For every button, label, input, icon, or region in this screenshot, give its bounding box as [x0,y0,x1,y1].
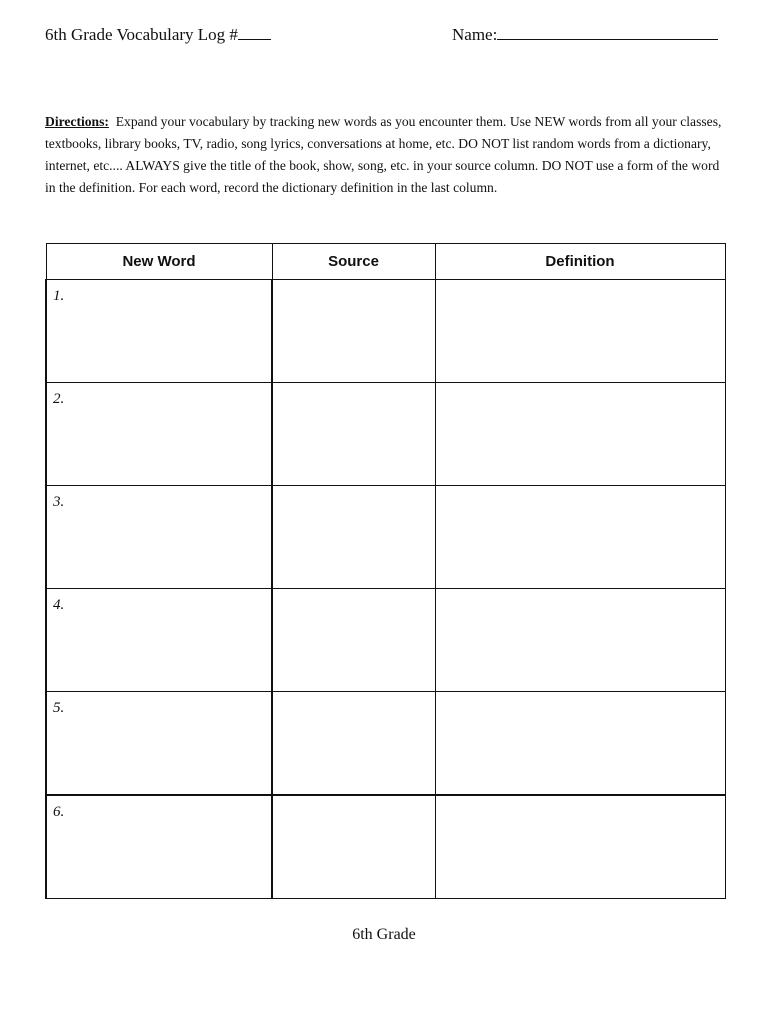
column-header-new-word: New Word [46,244,272,280]
name-blank[interactable] [497,24,718,40]
word-cell[interactable] [46,486,272,589]
source-cell[interactable] [272,589,435,692]
column-header-source: Source [272,244,435,280]
source-cell[interactable] [272,383,435,486]
table-row [46,795,725,899]
word-cell[interactable] [46,280,272,383]
vocabulary-table [45,243,726,899]
definition-cell[interactable] [435,383,725,486]
definition-cell[interactable] [435,589,725,692]
directions-text: Expand your vocabulary by tracking new words as you encounter them. Use NEW words from all your classes, textbooks, library books, TV, radio, song lyrics, conversations at home, etc. DO NOT list random words from a dictionary, internet, etc.... ALWAYS give the title of the book, show, song, etc. in your source column. DO NOT use a form of the word in the definition. For each word, record the dictionary definition in the last column. [45,114,722,195]
directions [45,111,725,199]
row-number: 1. [53,288,65,304]
directions-label: Directions: [45,114,109,129]
column-header-definition: Definition [435,244,725,280]
row-number: 3. [53,494,65,510]
source-cell[interactable] [272,280,435,383]
definition-cell[interactable] [435,280,725,383]
table-row [46,280,725,383]
row-number: 5. [53,700,65,716]
log-number-blank[interactable] [238,24,271,40]
log-title-text: 6th Grade Vocabulary Log # [45,25,238,44]
definition-cell[interactable] [435,486,725,589]
table-row [46,383,725,486]
table-row [46,589,725,692]
table-row [46,486,725,589]
source-cell[interactable] [272,795,435,899]
definition-cell[interactable] [435,692,725,796]
log-title [45,24,271,45]
word-cell[interactable] [46,589,272,692]
word-cell[interactable] [46,383,272,486]
name-label: Name: [452,25,498,44]
row-number: 4. [53,597,65,613]
word-cell[interactable] [46,795,272,899]
table-header-row [46,244,725,280]
page-footer: 6th Grade [352,926,416,943]
name-area [452,24,718,45]
row-number: 2. [53,391,65,407]
table-row [46,692,725,796]
word-cell[interactable] [46,692,272,796]
source-cell[interactable] [272,692,435,796]
row-number: 6. [53,804,65,820]
definition-cell[interactable] [435,795,725,899]
source-cell[interactable] [272,486,435,589]
page-header [45,24,723,48]
